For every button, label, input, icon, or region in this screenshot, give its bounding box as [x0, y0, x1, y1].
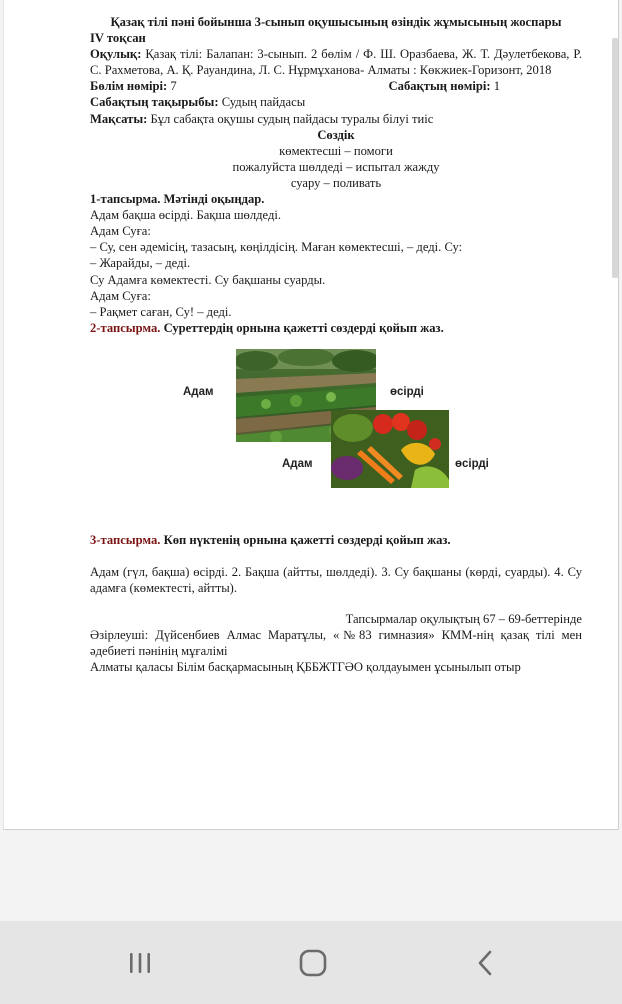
lesson-value: 1 — [493, 79, 500, 94]
vocabulary-item: көмектесші – помоги — [279, 143, 393, 158]
recent-apps-button[interactable] — [110, 943, 170, 983]
textbook-label: Оқулық: — [90, 47, 142, 62]
android-navigation-bar — [0, 921, 622, 1004]
task3-heading — [90, 532, 582, 548]
lesson-label: Сабақтың нөмірі: — [388, 79, 491, 94]
section-number — [90, 78, 177, 94]
task2-number: 2-тапсырма. — [90, 320, 161, 335]
task1-line: Адам Суға: — [90, 288, 151, 303]
home-button[interactable] — [283, 943, 343, 983]
section-lesson-line — [90, 78, 582, 94]
goal-label: Мақсаты: — [90, 111, 148, 126]
task1-line: – Жарайды, – деді. — [90, 256, 191, 271]
vocabulary-title: Сөздік — [317, 127, 355, 142]
task3-number: 3-тапсырма. — [90, 532, 161, 547]
figure-label-adam-top: Адам — [183, 385, 214, 398]
quarter-label: IV тоқсан — [90, 31, 146, 46]
home-icon — [297, 947, 329, 979]
task1-title: 1-тапсырма. Мәтінді оқыңдар. — [90, 192, 265, 207]
textbook-line — [90, 46, 582, 78]
section-label: Бөлім нөмірі: — [90, 79, 168, 94]
task1-line: – Су, сен әдемісің, тазасың, көңілдісің. Маған көмектесші, – деді. Су: — [90, 240, 463, 255]
vegetables-photo — [331, 410, 449, 488]
figure-label-osirdi-top: өсірді — [390, 385, 424, 398]
task2-text: Суреттердің орнына қажетті сөздерді қойып жаз. — [163, 320, 444, 335]
goal-value: Бұл сабақта оқушы судың пайдасы туралы білуі тиіс — [150, 111, 434, 126]
document-page — [3, 0, 619, 830]
goal-line — [90, 111, 582, 127]
topic-line — [90, 94, 582, 110]
back-button[interactable] — [456, 943, 516, 983]
document-content — [90, 14, 582, 676]
vocabulary-item: пожалуйста шөлдеді – испытал жажду — [232, 159, 440, 174]
author-line: Әзірлеуші: Дүйсенбиев Алмас Маратұлы, «№83 гимназия» КММ-нің қазақ тілі мен әдебиеті пәнінің мұғалімі — [90, 628, 582, 659]
section-value: 7 — [170, 79, 177, 94]
vocabulary-item: суару – поливать — [290, 175, 382, 190]
task3-body: Адам (гүл, бақша) өсірді. 2. Бақша (айтты, шөлдеді). 3. Су бақшаны (көрді, суарды). 4. Су адамға (көмектесті, айтты). — [90, 564, 582, 596]
task1-line: Адам бақша өсірді. Бақша шөлдеді. — [90, 208, 282, 223]
task1-line: Су Адамға көмектесті. Су бақшаны суарды. — [90, 272, 326, 287]
textbook-value: Қазақ тілі: Балапан: 3-сынып. 2 бөлім / Ф. Ш. Оразбаева, Ж. Т. Дәулетбекова, Р. С. Рахметова, А. Қ. Рауандина, Л. С. Нұрмұханова- Алматы : Көкжиек-Горизонт, 2018 — [90, 47, 582, 78]
topic-value: Судың пайдасы — [221, 95, 306, 110]
figure-label-adam-bottom: Адам — [282, 457, 313, 470]
lesson-number — [389, 78, 500, 94]
scrollbar-thumb[interactable] — [612, 38, 618, 278]
back-icon — [471, 948, 501, 978]
pages-note: Тапсырмалар оқулықтың 67 – 69-беттерінде — [345, 612, 582, 627]
document-title: Қазақ тілі пәні бойынша 3-сынып оқушысының өзіндік жұмысының жоспары — [110, 15, 562, 29]
task1-line: – Рақмет саған, Су! – деді. — [90, 304, 232, 319]
figure-label-osirdi-bottom: өсірді — [455, 457, 489, 470]
recent-apps-icon — [125, 948, 155, 978]
task2-heading — [90, 320, 582, 336]
topic-label: Сабақтың тақырыбы: — [90, 95, 219, 110]
task2-figure — [90, 344, 582, 532]
task1-line: Адам Суға: — [90, 224, 151, 239]
support-line: Алматы қаласы Білім басқармасының ҚББЖТГӘО қолдауымен ұсынылып отыр — [90, 660, 521, 675]
task3-text: Көп нүктенің орнына қажетті сөздерді қойып жаз. — [163, 532, 451, 547]
